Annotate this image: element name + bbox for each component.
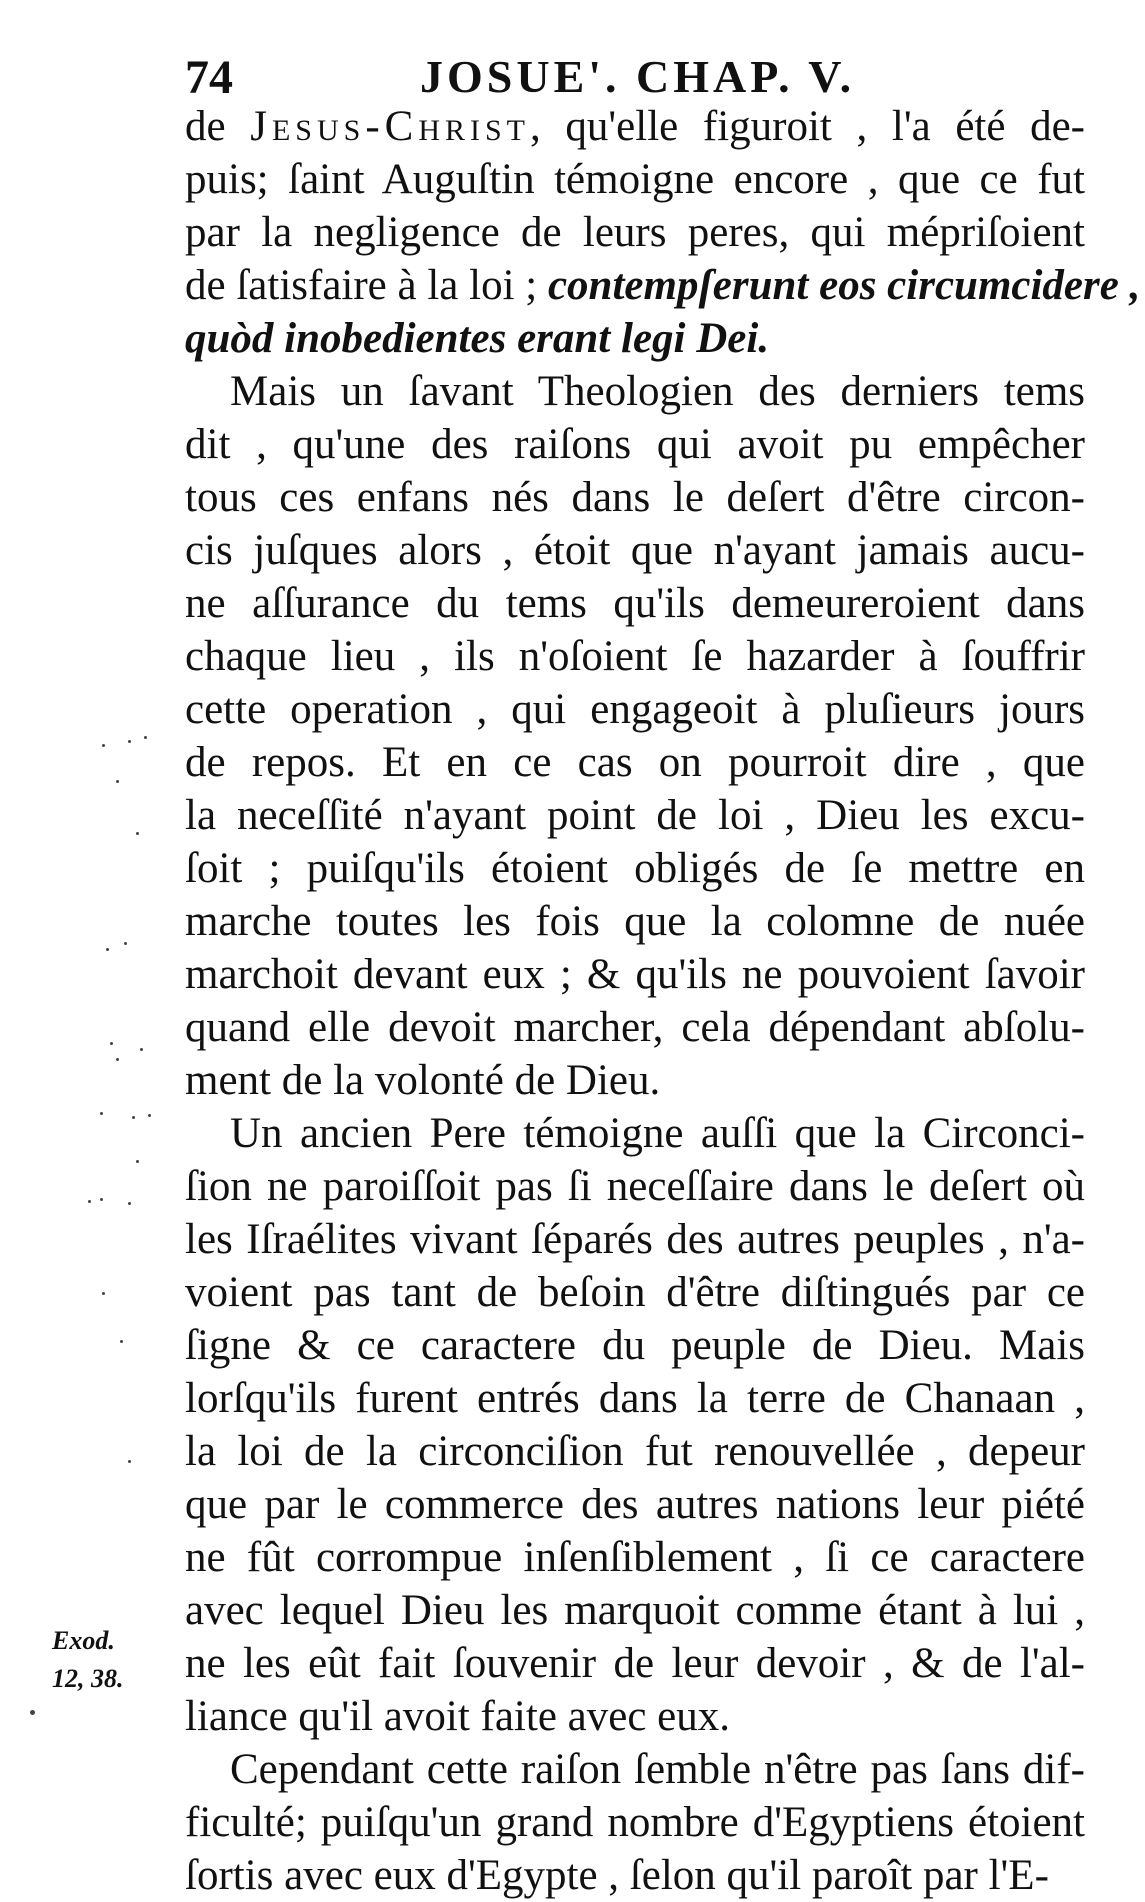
text-segment: avec lequel Dieu les marquoit comme étant à lui ,	[185, 1587, 1085, 1634]
text-segment: cis juſques alors , étoit que n'ayant jamais aucu-	[185, 527, 1085, 574]
body-text	[185, 100, 1141, 1902]
text-line	[185, 683, 1085, 736]
text-line	[185, 1690, 1085, 1743]
margin-specks	[40, 740, 180, 1780]
text-line	[185, 1584, 1085, 1637]
text-line	[185, 842, 1085, 895]
page-header	[185, 50, 1085, 106]
text-line	[185, 471, 1085, 524]
text-segment: que par le commerce des autres nations leur piété	[185, 1481, 1085, 1528]
text-segment: de repos. Et en ce cas on pourroit dire , que	[185, 739, 1085, 786]
text-line	[185, 206, 1085, 259]
text-segment: cette operation , qui engageoit à pluſieurs jours	[185, 686, 1085, 733]
text-segment: ne fût corrompue inſenſiblement , ſi ce caractere	[185, 1534, 1085, 1581]
text-line	[185, 524, 1085, 577]
text-line	[185, 1478, 1085, 1531]
text-segment: voient pas tant de beſoin d'être diſtingués par ce	[185, 1269, 1085, 1316]
margin-note-line: Exod.	[52, 1626, 115, 1655]
text-line	[185, 312, 1085, 365]
text-line	[185, 1160, 1085, 1213]
text-segment: la loi de la circonciſion fut renouvellée , depeur	[185, 1428, 1085, 1475]
text-segment: la neceſſité n'ayant point de loi , Dieu les excu-	[185, 792, 1085, 839]
text-line	[185, 1266, 1085, 1319]
text-line	[185, 1372, 1085, 1425]
text-segment: ſortis avec eux d'Egypte , ſelon qu'il paroît par l'E-	[185, 1852, 1049, 1899]
text-segment: Mais un ſavant Theologien des derniers tems	[230, 368, 1085, 415]
text-line	[185, 736, 1085, 789]
text-line	[185, 1107, 1085, 1160]
text-line	[185, 895, 1085, 948]
text-line	[185, 418, 1085, 471]
text-segment: Cependant cette raiſon ſemble n'être pas ſans dif-	[230, 1746, 1085, 1793]
text-line	[185, 1213, 1085, 1266]
text-line	[185, 1743, 1085, 1796]
text-segment: de	[185, 103, 251, 150]
text-segment: lorſqu'ils furent entrés dans la terre de Chanaan ,	[185, 1375, 1085, 1422]
text-segment: dit , qu'une des raiſons qui avoit pu empêcher	[185, 421, 1085, 468]
text-segment: ſoit ; puiſqu'ils étoient obligés de ſe mettre en	[185, 845, 1085, 892]
text-segment: par la negligence de leurs peres, qui mépriſoient	[185, 209, 1085, 256]
text-segment: Un ancien Pere témoigne auſſi que la Circonci-	[230, 1110, 1085, 1157]
text-segment: , qu'elle figuroit , l'a été de-	[530, 103, 1085, 150]
latin-quote: contempſerunt eos circumcidere ,	[547, 262, 1141, 309]
name-small-caps: Jesus-Christ	[250, 103, 531, 150]
text-segment: ficulté; puiſqu'un grand nombre d'Egyptiens étoient	[185, 1799, 1085, 1846]
text-segment: de ſatisfaire à la loi ;	[185, 262, 548, 309]
text-line	[185, 1637, 1085, 1690]
text-segment: ſigne & ce caractere du peuple de Dieu. Mais	[185, 1322, 1085, 1369]
text-line	[185, 630, 1085, 683]
text-segment: les Iſraélites vivant ſéparés des autres peuples , n'a-	[185, 1216, 1085, 1263]
text-line	[185, 1796, 1085, 1849]
text-segment: ne aſſurance du tems qu'ils demeureroient dans	[185, 580, 1085, 627]
text-line	[185, 1531, 1085, 1584]
text-segment: ment de la volonté de Dieu.	[185, 1057, 661, 1104]
text-segment: chaque lieu , ils n'oſoient ſe hazarder à ſouffrir	[185, 633, 1085, 680]
text-segment: marche toutes les fois que la colomne de nuée	[185, 898, 1085, 945]
text-line	[185, 577, 1085, 630]
text-line	[185, 948, 1085, 1001]
text-segment: liance qu'il avoit faite avec eux.	[185, 1693, 730, 1740]
text-line	[185, 365, 1085, 418]
text-segment: marchoit devant eux ; & qu'ils ne pouvoient ſavoir	[185, 951, 1085, 998]
text-line	[185, 1849, 1085, 1902]
text-segment: ſion ne paroiſſoit pas ſi neceſſaire dans le deſert où	[185, 1163, 1085, 1210]
page-number: 74	[185, 51, 233, 104]
text-line	[185, 1425, 1085, 1478]
text-line	[185, 789, 1085, 842]
latin-quote: quòd inobedientes erant legi Dei.	[185, 315, 770, 362]
running-title: JOSUE'. CHAP. V.	[420, 51, 856, 102]
text-line	[185, 153, 1085, 206]
text-segment: tous ces enfans nés dans le deſert d'être circon-	[185, 474, 1085, 521]
text-segment: ne les eût fait ſouvenir de leur devoir , & de l'al-	[185, 1640, 1085, 1687]
text-segment: quand elle devoit marcher, cela dépendant abſolu-	[185, 1004, 1085, 1051]
text-line	[185, 1054, 1085, 1107]
text-line	[185, 100, 1085, 153]
text-line	[185, 1319, 1085, 1372]
text-line	[185, 259, 1141, 312]
text-segment: puis; ſaint Auguſtin témoigne encore , que ce fut	[185, 156, 1085, 203]
margin-note-line: 12, 38.	[52, 1664, 124, 1693]
text-line	[185, 1001, 1085, 1054]
